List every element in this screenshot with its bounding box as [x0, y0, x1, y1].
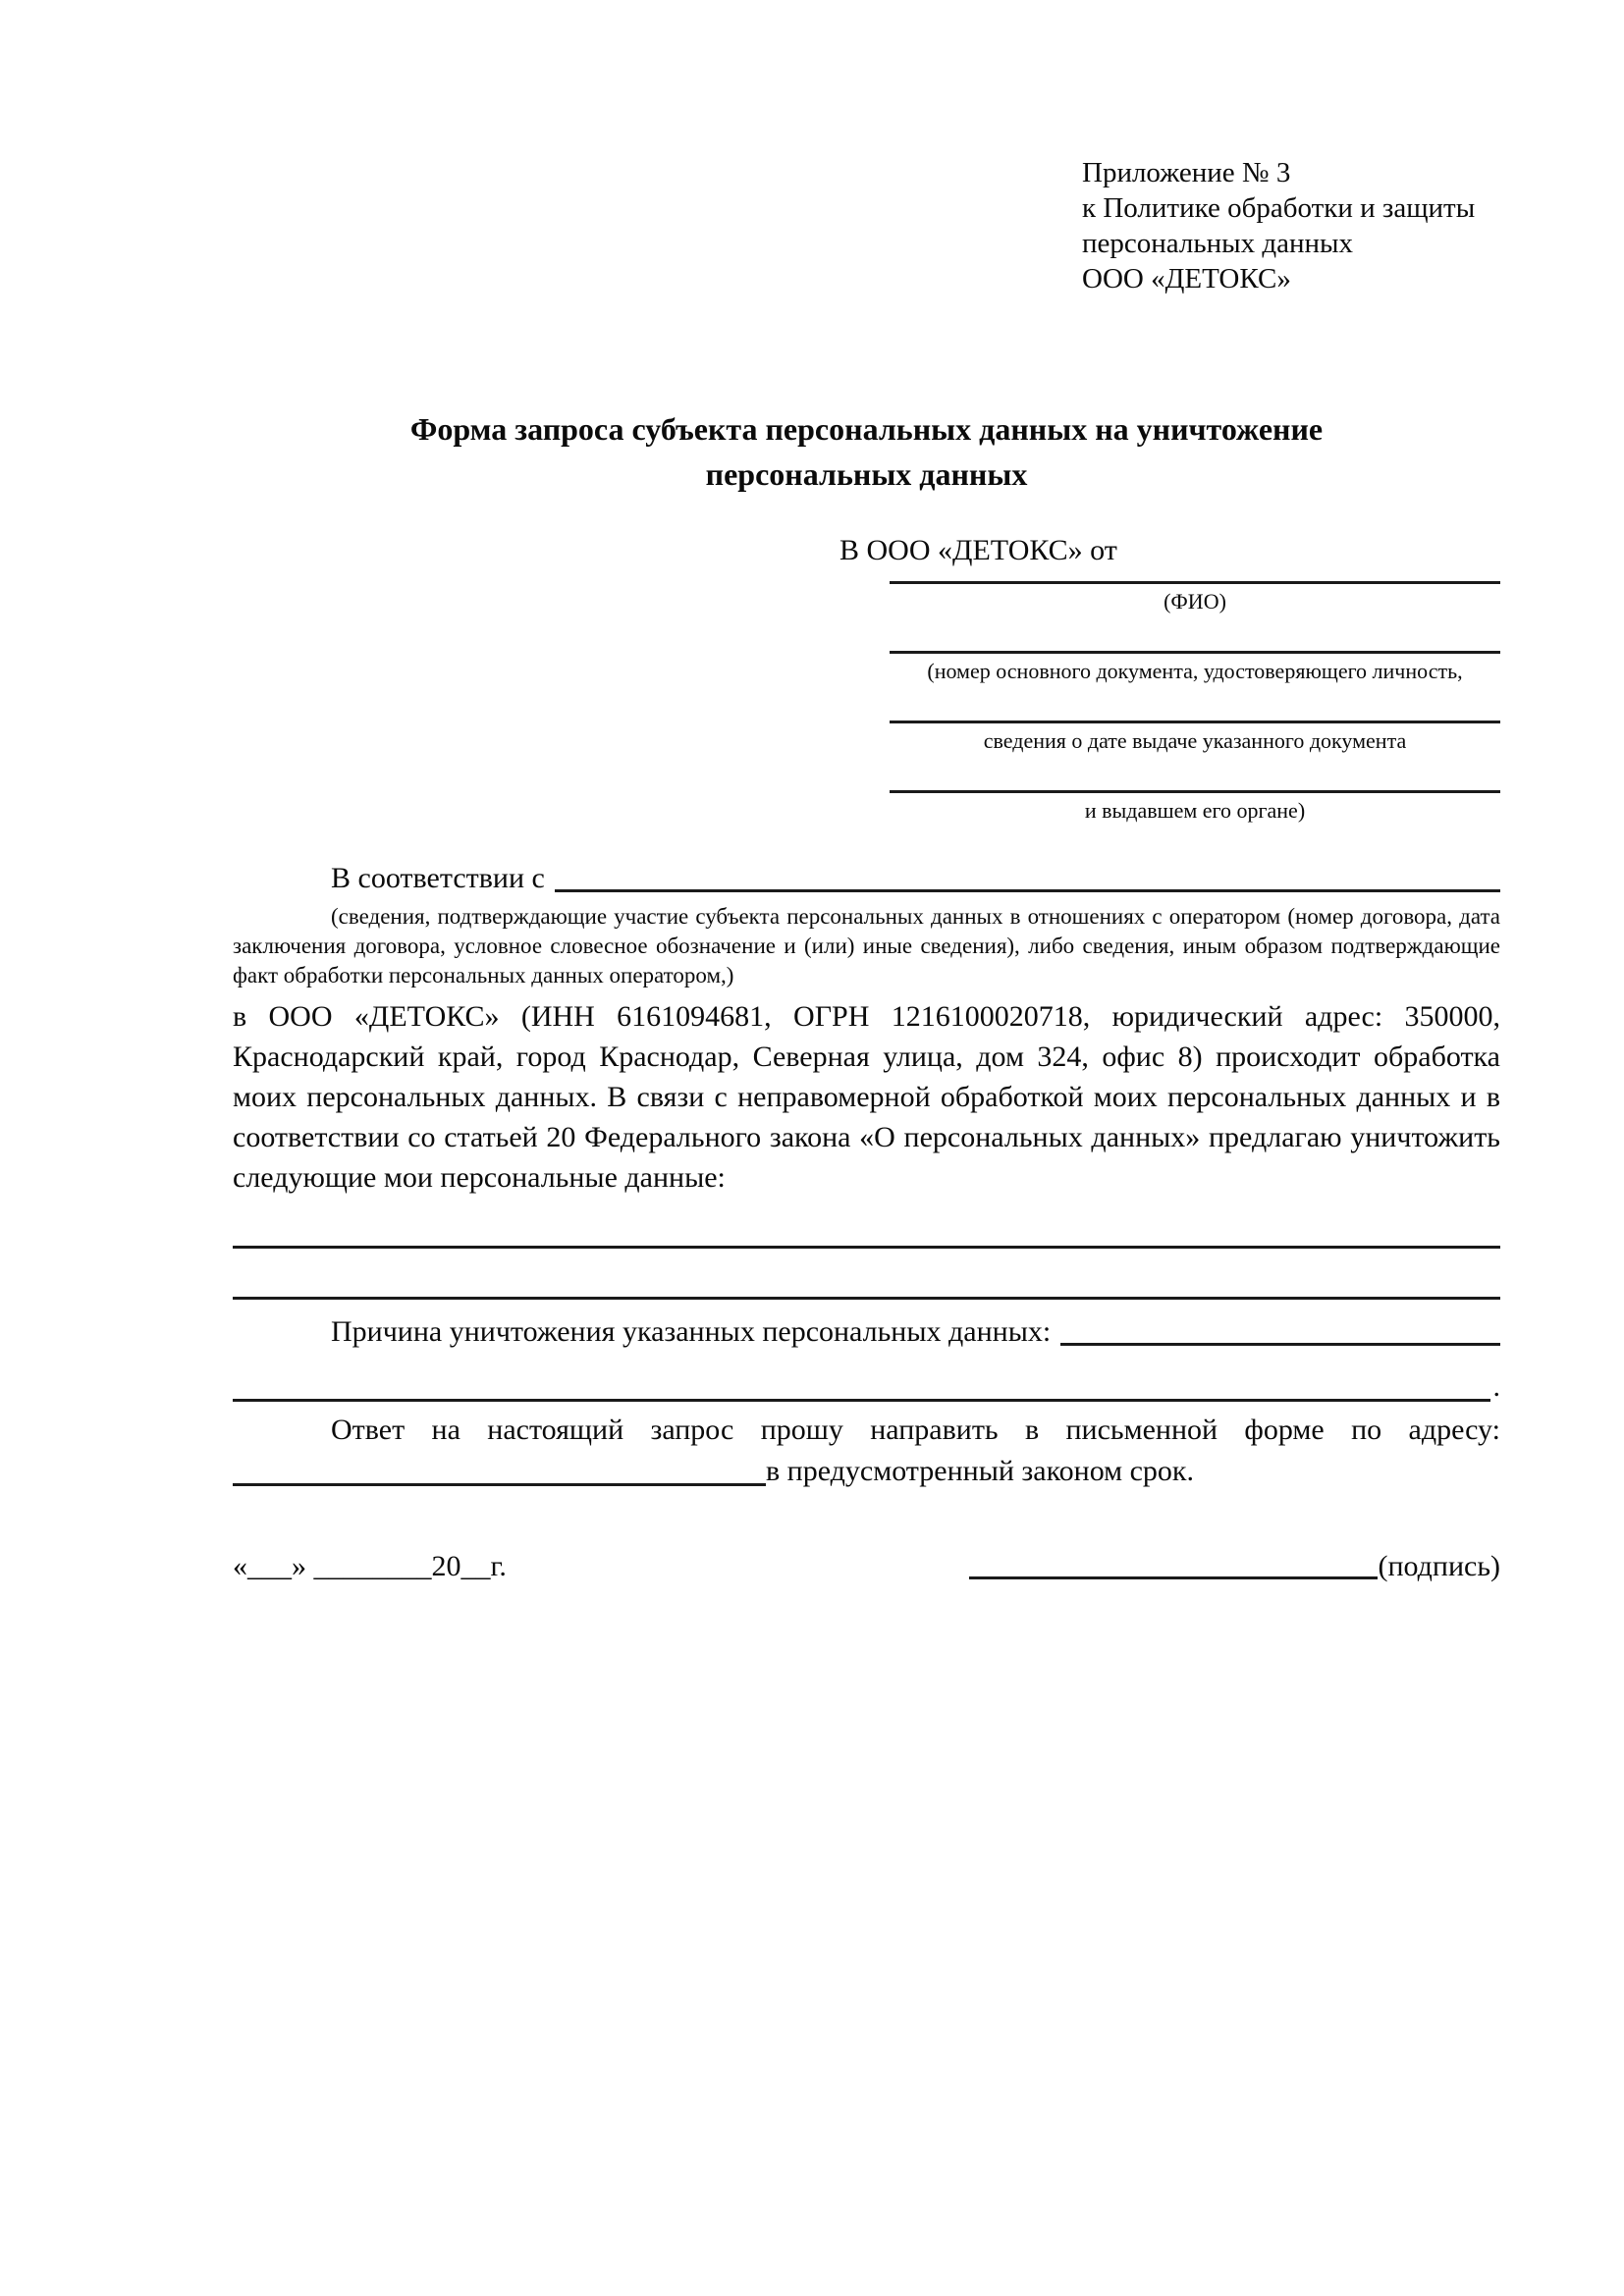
field-issuing-authority [890, 790, 1500, 824]
appendix-line: к Политике обработки и защиты [1082, 192, 1476, 224]
answer-line2-text: в предусмотренный законом срок. [766, 1455, 1194, 1487]
appendix-block [1082, 155, 1500, 296]
personal-data-blank-row-1 [233, 1198, 1500, 1249]
accordance-blank-line[interactable] [555, 889, 1500, 892]
answer-paragraph-line2 [233, 1451, 1500, 1492]
reason-label: Причина уничтожения указанных персональных данных: [331, 1315, 1052, 1348]
personal-data-blank-line-1[interactable] [233, 1246, 1500, 1249]
reason-blank-line-2[interactable] [233, 1399, 1490, 1402]
accordance-row [233, 860, 1500, 897]
reason-row [233, 1313, 1500, 1351]
fio-caption: (ФИО) [1164, 589, 1226, 614]
body-paragraph: в ООО «ДЕТОКС» (ИНН 6161094681, ОГРН 1216100020718, юридический адрес: 350000, Краснодарский край, город Краснодар, Северная улица, дом 324, офис 8) происходит обработка моих персональных данных. В связи с неправомерной обработкой моих персональных данных и в соответствии со статьей 20 Федерального закона «О персональных данных» предлагаю уничтожить следующие мои персональные данные: [233, 1000, 1500, 1194]
signature-caption: (подпись) [1378, 1550, 1500, 1582]
reason-blank-line[interactable] [1060, 1343, 1500, 1346]
personal-data-blank-row-2 [233, 1249, 1500, 1300]
signature-blank-line[interactable] [969, 1576, 1378, 1579]
accordance-note: (сведения, подтверждающие участие субъекта персональных данных в отношениях с оператором (номер договора, дата заключения договора, условное словесное обозначение и (или) иные сведения), либо сведения, иным образом подтверждающие факт обработки персональных данных оператором,) [233, 904, 1500, 988]
reason-blank-row [233, 1351, 1500, 1402]
document-title-line2: персональных данных [705, 456, 1028, 492]
address-blank-line[interactable] [233, 1483, 766, 1486]
appendix-line: Приложение № 3 [1082, 157, 1291, 188]
signature-group [969, 1549, 1500, 1584]
personal-data-blank-line-2[interactable] [233, 1297, 1500, 1300]
accordance-label: В соответствии с [331, 862, 545, 894]
answer-paragraph-line1: Ответ на настоящий запрос прошу направить в письменной форме по адресу: [331, 1414, 1500, 1446]
field-issue-date [890, 721, 1500, 754]
document-title-line1: Форма запроса субъекта персональных данных на уничтожение [409, 411, 1324, 447]
appendix-line: ООО «ДЕТОКС» [1082, 263, 1291, 294]
reason-end-period: . [1492, 1370, 1500, 1403]
document-title [233, 406, 1500, 497]
date-template: «___» ________20__г. [233, 1550, 507, 1582]
field-fio [890, 581, 1500, 614]
document-number-caption: (номер основного документа, удостоверяющего личность, [927, 659, 1463, 683]
appendix-line: персональных данных [1082, 228, 1354, 259]
addressee-block [839, 534, 1500, 824]
field-document-number [890, 651, 1500, 684]
addressee-to-line: В ООО «ДЕТОКС» от [839, 534, 1117, 566]
issue-date-caption: сведения о дате выдаче указанного документа [983, 728, 1407, 753]
footer-row [233, 1549, 1500, 1584]
issuing-authority-caption: и выдавшем его органе) [1084, 798, 1306, 823]
